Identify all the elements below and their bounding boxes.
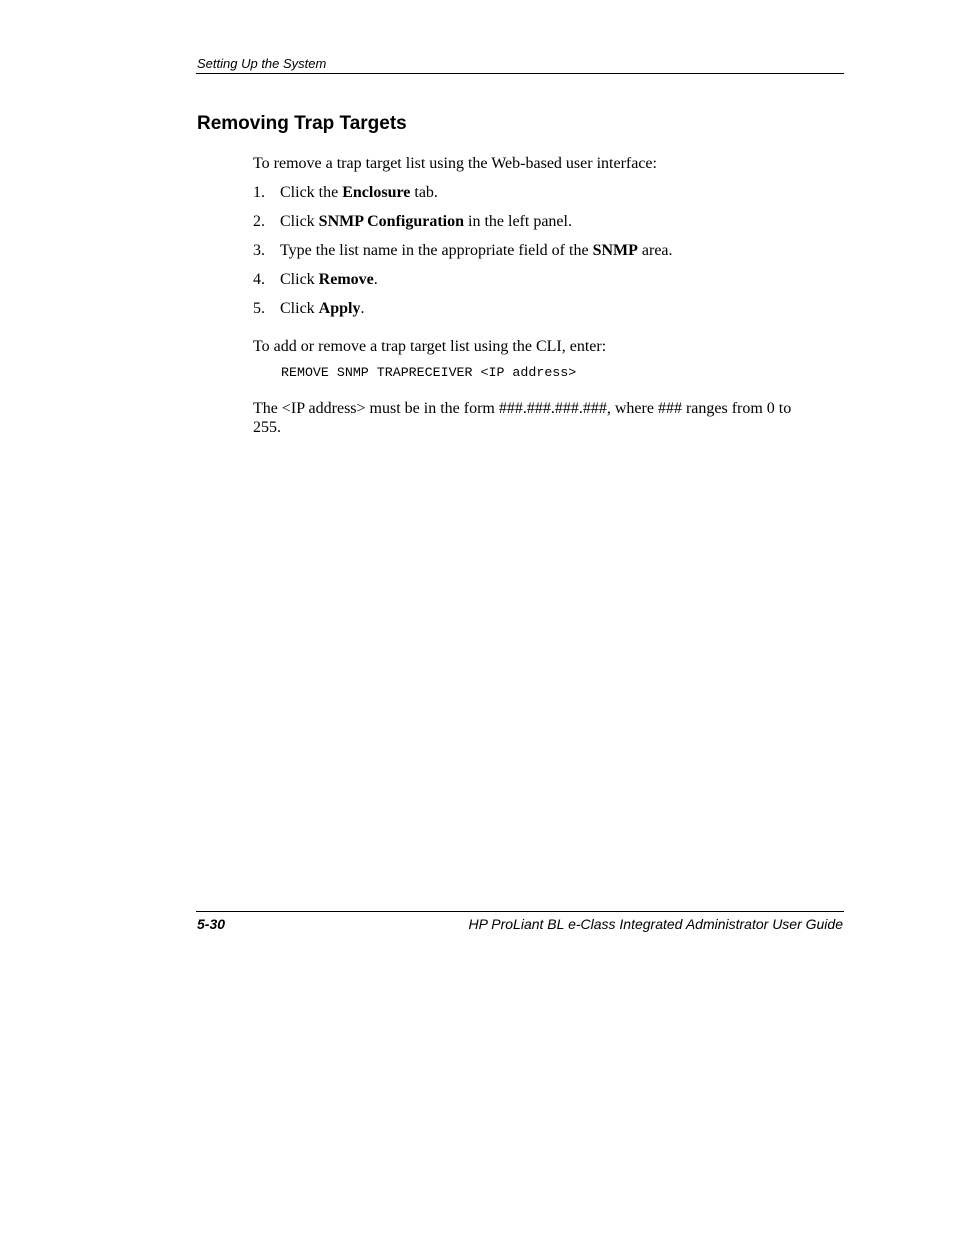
- step-suffix: area.: [637, 242, 673, 259]
- step-suffix: .: [373, 271, 378, 288]
- step-bold-term: SNMP: [592, 242, 638, 259]
- step-prefix: Type the list name in the appropriate field of the: [280, 242, 593, 259]
- step-bold-term: Enclosure: [342, 184, 411, 201]
- header-divider: [196, 73, 844, 74]
- step-number: 1.: [253, 184, 265, 201]
- step-number: 5.: [253, 300, 265, 317]
- footer-divider: [196, 911, 844, 912]
- step-prefix: Click the: [280, 184, 343, 201]
- step-suffix: in the left panel.: [464, 213, 572, 230]
- step-bold-term: Remove: [318, 271, 374, 288]
- step-prefix: Click: [280, 300, 319, 317]
- step-prefix: Click: [280, 271, 319, 288]
- book-title: HP ProLiant BL e-Class Integrated Administrator User Guide: [468, 916, 843, 932]
- ip-address-note: The <IP address> must be in the form ###.###.###.###, where ### ranges from 0 to 255.: [253, 400, 792, 436]
- step-number: 4.: [253, 271, 265, 288]
- step-suffix: tab.: [410, 184, 438, 201]
- step-bold-term: Apply: [318, 300, 361, 317]
- step-prefix: Click: [280, 213, 319, 230]
- step-text: [280, 241, 673, 261]
- step-number: 2.: [253, 213, 265, 230]
- page-number: 5-30: [197, 916, 226, 932]
- section-title: Removing Trap Targets: [197, 113, 407, 134]
- step-text: [280, 299, 364, 319]
- step-number: 3.: [253, 242, 265, 259]
- step-suffix: .: [360, 300, 365, 317]
- intro-cli-paragraph: To add or remove a trap target list using the CLI, enter:: [253, 338, 607, 355]
- step-text: [280, 212, 572, 232]
- cli-command: REMOVE SNMP TRAPRECEIVER <IP address>: [281, 365, 577, 380]
- running-header: Setting Up the System: [197, 56, 327, 71]
- step-text: [280, 270, 378, 290]
- step-bold-term: SNMP Configuration: [318, 213, 465, 230]
- intro-web-paragraph: To remove a trap target list using the Web-based user interface:: [253, 155, 657, 172]
- step-text: [280, 183, 438, 203]
